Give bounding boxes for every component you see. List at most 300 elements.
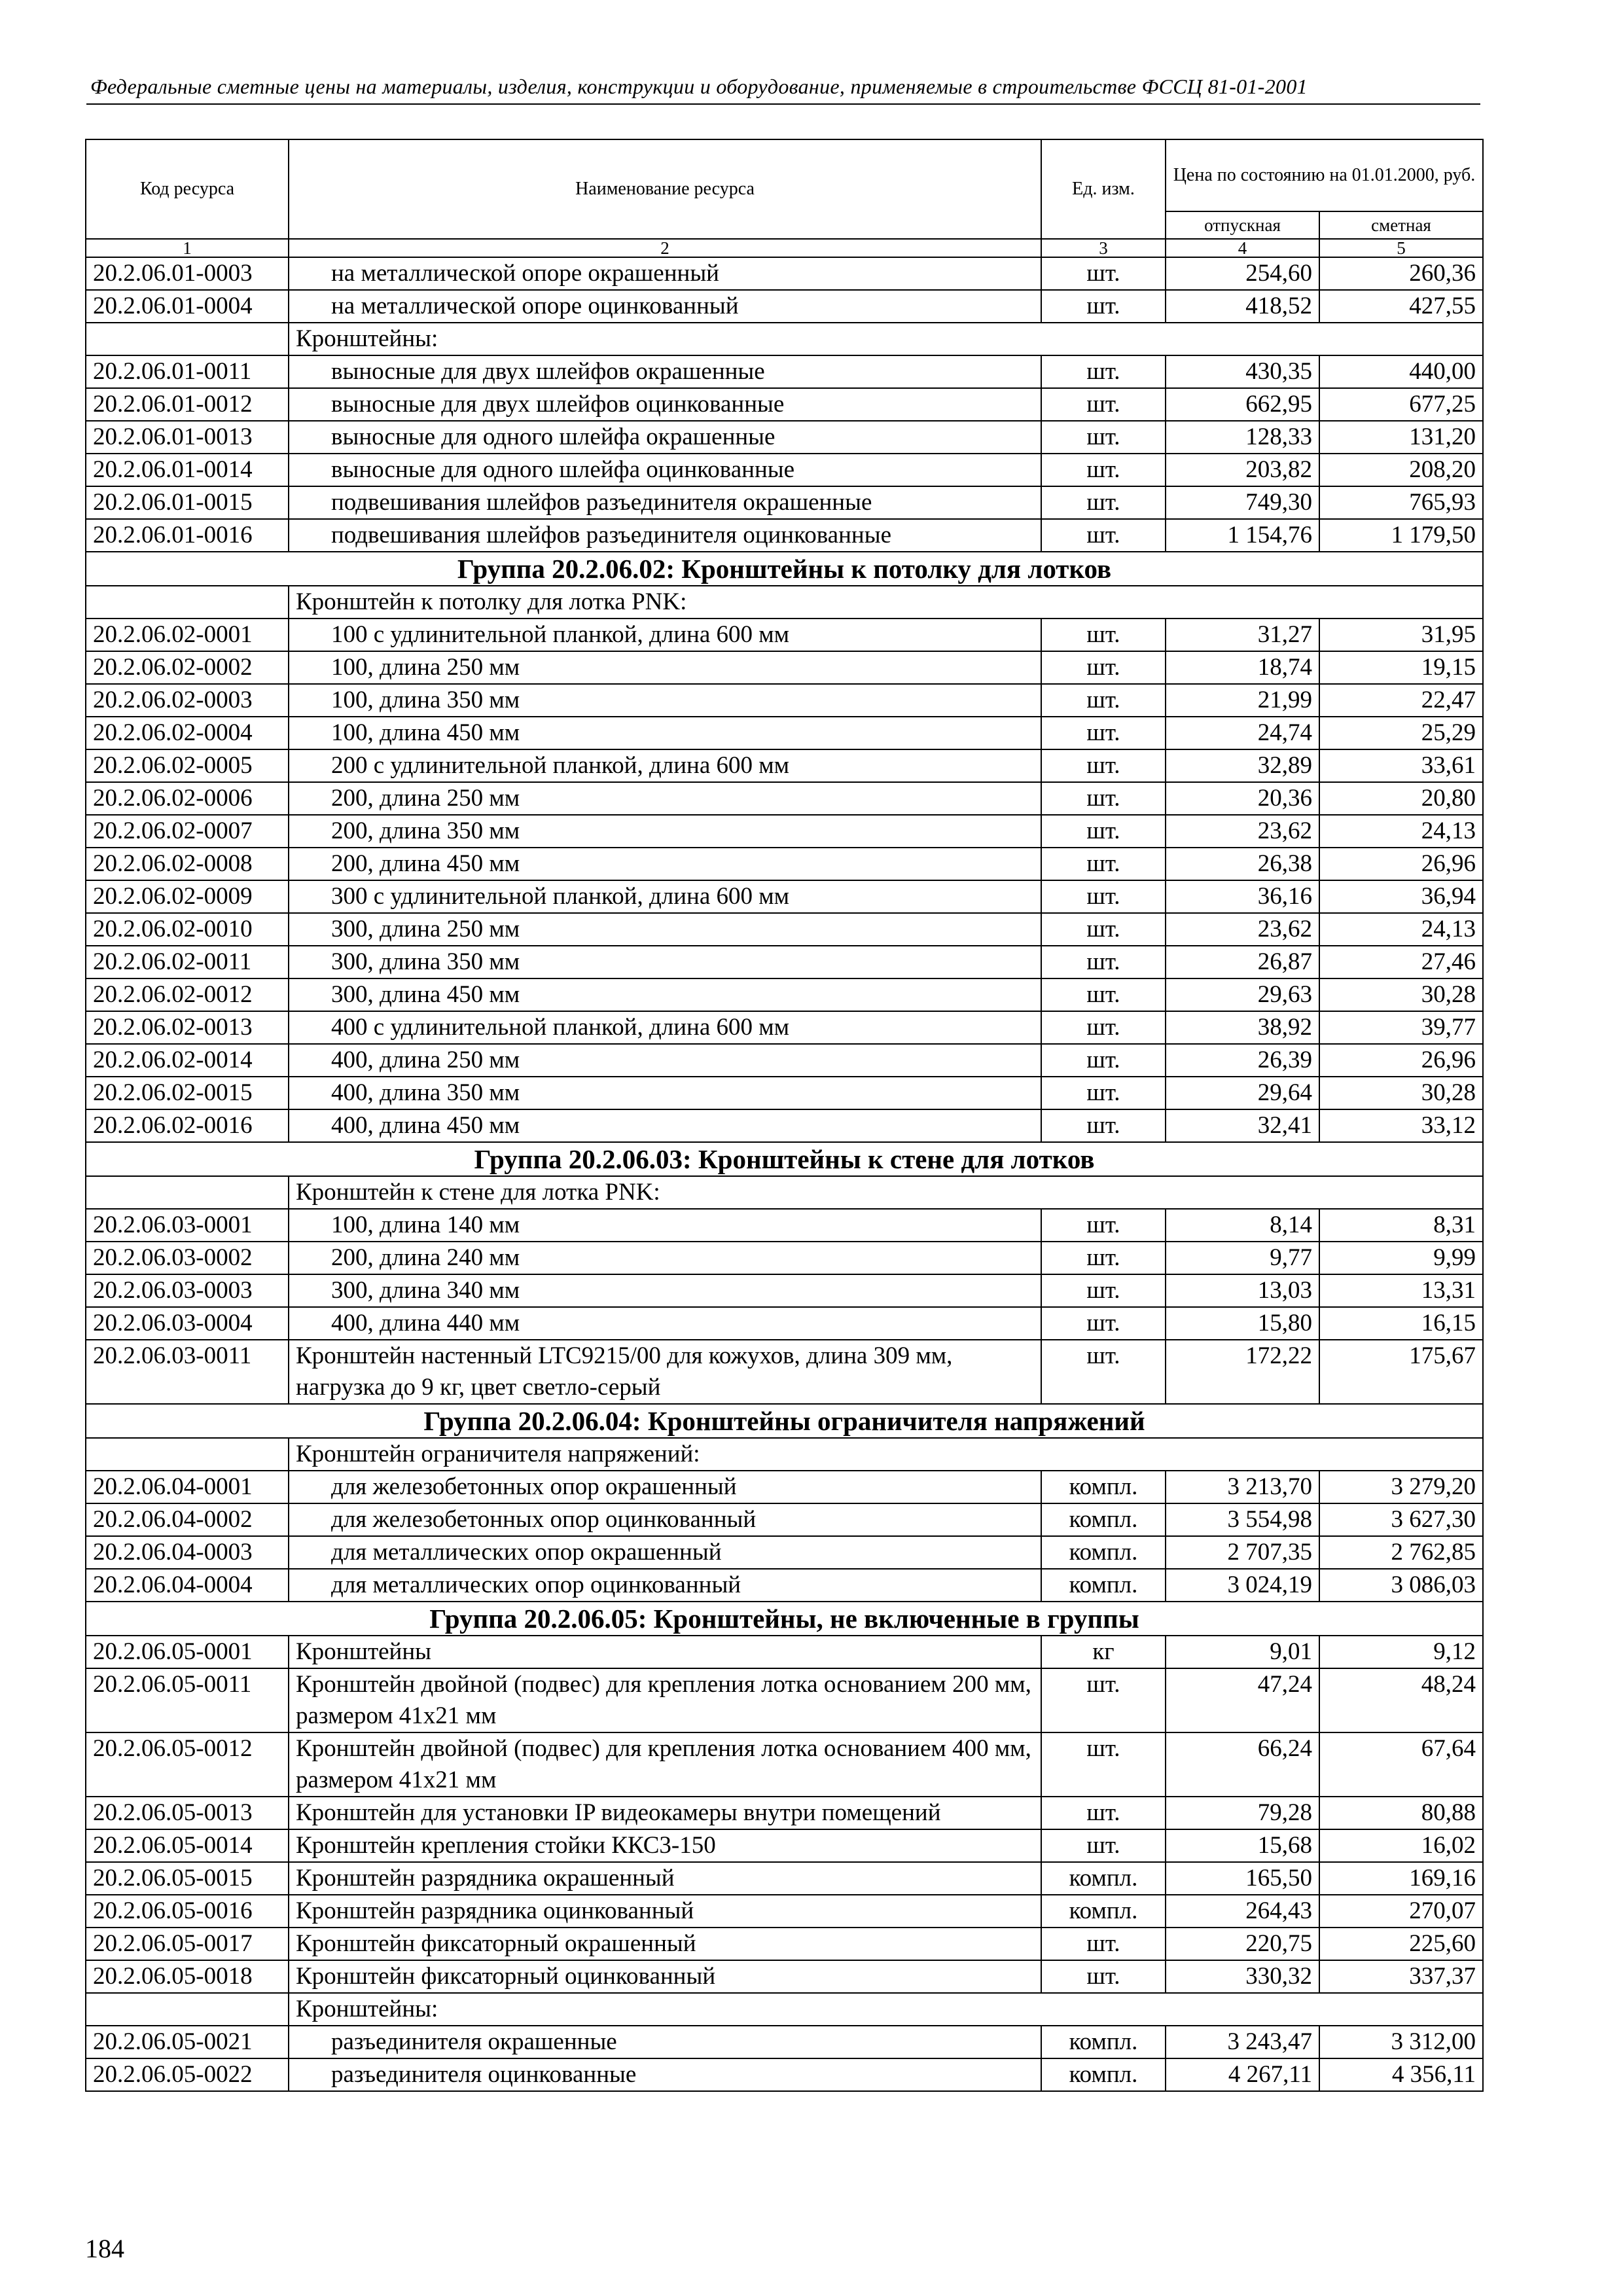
resource-code: 20.2.06.03-0004	[86, 1307, 289, 1340]
table-row	[86, 1471, 1483, 1503]
release-price: 26,39	[1166, 1044, 1319, 1077]
column-header-unit: Ед. изм.	[1041, 139, 1166, 239]
table-row	[86, 1011, 1483, 1044]
resource-code: 20.2.06.02-0001	[86, 619, 289, 651]
resource-code: 20.2.06.02-0009	[86, 880, 289, 913]
estimate-price: 1 179,50	[1319, 519, 1483, 552]
resource-code: 20.2.06.01-0015	[86, 486, 289, 519]
unit: шт.	[1041, 1209, 1166, 1242]
subheading-label: Кронштейн к потолку для лотка PNK:	[289, 586, 1483, 619]
unit: шт.	[1041, 815, 1166, 848]
release-price: 38,92	[1166, 1011, 1319, 1044]
release-price: 66,24	[1166, 1732, 1319, 1797]
unit: шт.	[1041, 257, 1166, 290]
table-row	[86, 519, 1483, 552]
column-number-2: 2	[289, 239, 1041, 257]
estimate-price: 25,29	[1319, 717, 1483, 749]
release-price: 32,89	[1166, 749, 1319, 782]
resource-code: 20.2.06.03-0001	[86, 1209, 289, 1242]
resource-name: 400, длина 440 мм	[289, 1307, 1041, 1340]
release-price: 3 024,19	[1166, 1569, 1319, 1602]
resource-code: 20.2.06.04-0002	[86, 1503, 289, 1536]
unit: шт.	[1041, 1797, 1166, 1829]
resource-name: 300, длина 450 мм	[289, 978, 1041, 1011]
table-row	[86, 651, 1483, 684]
resource-code: 20.2.06.02-0014	[86, 1044, 289, 1077]
subheading-row	[86, 323, 1483, 355]
column-header-estimate: сметная	[1319, 211, 1483, 239]
release-price: 9,01	[1166, 1636, 1319, 1668]
group-title: Группа 20.2.06.02: Кронштейны к потолку для лотков	[86, 552, 1483, 586]
table-row	[86, 257, 1483, 290]
release-price: 29,64	[1166, 1077, 1319, 1109]
estimate-price: 9,12	[1319, 1636, 1483, 1668]
unit: шт.	[1041, 1077, 1166, 1109]
column-number-3: 3	[1041, 239, 1166, 257]
table-row	[86, 978, 1483, 1011]
release-price: 29,63	[1166, 978, 1319, 1011]
column-number-1: 1	[86, 239, 289, 257]
resource-code: 20.2.06.05-0022	[86, 2058, 289, 2091]
release-price: 418,52	[1166, 290, 1319, 323]
resource-name: 400, длина 450 мм	[289, 1109, 1041, 1142]
resource-name: для железобетонных опор окрашенный	[289, 1471, 1041, 1503]
unit: компл.	[1041, 2026, 1166, 2058]
unit: компл.	[1041, 1503, 1166, 1536]
table-body	[86, 257, 1483, 2091]
table-row	[86, 1209, 1483, 1242]
unit: шт.	[1041, 684, 1166, 717]
table-row	[86, 946, 1483, 978]
subheading-row	[86, 1993, 1483, 2026]
release-price: 3 213,70	[1166, 1471, 1319, 1503]
table-row	[86, 1044, 1483, 1077]
resource-name: на металлической опоре оцинкованный	[289, 290, 1041, 323]
unit: шт.	[1041, 619, 1166, 651]
resource-name: для железобетонных опор оцинкованный	[289, 1503, 1041, 1536]
unit: компл.	[1041, 1471, 1166, 1503]
table-header	[86, 139, 1483, 257]
unit: шт.	[1041, 421, 1166, 454]
release-price: 79,28	[1166, 1797, 1319, 1829]
release-price: 47,24	[1166, 1668, 1319, 1732]
release-price: 662,95	[1166, 388, 1319, 421]
resource-code: 20.2.06.02-0006	[86, 782, 289, 815]
table-row	[86, 684, 1483, 717]
resource-name: 100, длина 450 мм	[289, 717, 1041, 749]
unit: шт.	[1041, 1829, 1166, 1862]
estimate-price: 9,99	[1319, 1242, 1483, 1274]
column-number-5: 5	[1319, 239, 1483, 257]
release-price: 749,30	[1166, 486, 1319, 519]
resource-code: 20.2.06.01-0011	[86, 355, 289, 388]
resource-name: выносные для одного шлейфа оцинкованные	[289, 454, 1041, 486]
group-header-row	[86, 1602, 1483, 1636]
unit: кг	[1041, 1636, 1166, 1668]
group-header-row	[86, 1142, 1483, 1176]
estimate-price: 24,13	[1319, 913, 1483, 946]
unit: шт.	[1041, 1928, 1166, 1960]
release-price: 330,32	[1166, 1960, 1319, 1993]
table-row	[86, 782, 1483, 815]
unit: шт.	[1041, 290, 1166, 323]
resource-name: Кронштейн двойной (подвес) для крепления лотка основанием 400 мм, размером 41х21 мм	[289, 1732, 1041, 1797]
estimate-price: 39,77	[1319, 1011, 1483, 1044]
table-row	[86, 1503, 1483, 1536]
table-row	[86, 1928, 1483, 1960]
unit: компл.	[1041, 1895, 1166, 1928]
resource-code: 20.2.06.02-0015	[86, 1077, 289, 1109]
resource-name: Кронштейн фиксаторный оцинкованный	[289, 1960, 1041, 1993]
estimate-price: 67,64	[1319, 1732, 1483, 1797]
table-row	[86, 848, 1483, 880]
running-header: Федеральные сметные цены на материалы, изделия, конструкции и оборудование, применяемые в строительстве ФССЦ 81-01-2001	[90, 75, 1308, 98]
resource-name: разъединителя окрашенные	[289, 2026, 1041, 2058]
empty-cell	[86, 1438, 289, 1471]
table-row	[86, 1895, 1483, 1928]
estimate-price: 4 356,11	[1319, 2058, 1483, 2091]
unit: компл.	[1041, 1536, 1166, 1569]
estimate-price: 169,16	[1319, 1862, 1483, 1895]
table-row	[86, 1862, 1483, 1895]
table-row	[86, 1109, 1483, 1142]
subheading-row	[86, 586, 1483, 619]
column-number-4: 4	[1166, 239, 1319, 257]
table-row	[86, 880, 1483, 913]
resource-name: 400 с удлинительной планкой, длина 600 мм	[289, 1011, 1041, 1044]
unit: шт.	[1041, 1732, 1166, 1797]
resource-code: 20.2.06.01-0016	[86, 519, 289, 552]
estimate-price: 48,24	[1319, 1668, 1483, 1732]
estimate-price: 270,07	[1319, 1895, 1483, 1928]
price-table	[85, 139, 1484, 2092]
table-row	[86, 1732, 1483, 1797]
unit: шт.	[1041, 782, 1166, 815]
estimate-price: 33,12	[1319, 1109, 1483, 1142]
resource-name: Кронштейн для установки IP видеокамеры внутри помещений	[289, 1797, 1041, 1829]
header-rule	[86, 103, 1480, 105]
release-price: 1 154,76	[1166, 519, 1319, 552]
release-price: 3 554,98	[1166, 1503, 1319, 1536]
group-title: Группа 20.2.06.03: Кронштейны к стене для лотков	[86, 1142, 1483, 1176]
group-header-row	[86, 552, 1483, 586]
table-row	[86, 1536, 1483, 1569]
resource-name: для металлических опор окрашенный	[289, 1536, 1041, 1569]
unit: шт.	[1041, 749, 1166, 782]
estimate-price: 26,96	[1319, 848, 1483, 880]
release-price: 264,43	[1166, 1895, 1319, 1928]
release-price: 203,82	[1166, 454, 1319, 486]
resource-code: 20.2.06.05-0011	[86, 1668, 289, 1732]
resource-name: разъединителя оцинкованные	[289, 2058, 1041, 2091]
unit: компл.	[1041, 1569, 1166, 1602]
estimate-price: 765,93	[1319, 486, 1483, 519]
unit: шт.	[1041, 1668, 1166, 1732]
resource-code: 20.2.06.02-0005	[86, 749, 289, 782]
table-row	[86, 815, 1483, 848]
resource-code: 20.2.06.02-0016	[86, 1109, 289, 1142]
subheading-label: Кронштейны:	[289, 1993, 1483, 2026]
estimate-price: 440,00	[1319, 355, 1483, 388]
resource-name: Кронштейн разрядника окрашенный	[289, 1862, 1041, 1895]
release-price: 128,33	[1166, 421, 1319, 454]
table-row	[86, 1829, 1483, 1862]
unit: шт.	[1041, 946, 1166, 978]
resource-code: 20.2.06.01-0003	[86, 257, 289, 290]
table-row	[86, 486, 1483, 519]
resource-name: 400, длина 350 мм	[289, 1077, 1041, 1109]
release-price: 24,74	[1166, 717, 1319, 749]
estimate-price: 16,15	[1319, 1307, 1483, 1340]
resource-code: 20.2.06.04-0004	[86, 1569, 289, 1602]
release-price: 9,77	[1166, 1242, 1319, 1274]
resource-code: 20.2.06.05-0016	[86, 1895, 289, 1928]
resource-code: 20.2.06.03-0011	[86, 1340, 289, 1404]
unit: шт.	[1041, 1044, 1166, 1077]
table-row	[86, 421, 1483, 454]
estimate-price: 13,31	[1319, 1274, 1483, 1307]
unit: шт.	[1041, 519, 1166, 552]
unit: шт.	[1041, 651, 1166, 684]
resource-code: 20.2.06.03-0003	[86, 1274, 289, 1307]
release-price: 3 243,47	[1166, 2026, 1319, 2058]
page-number: 184	[85, 2234, 124, 2263]
table-row	[86, 1077, 1483, 1109]
estimate-price: 427,55	[1319, 290, 1483, 323]
estimate-price: 30,28	[1319, 978, 1483, 1011]
estimate-price: 175,67	[1319, 1340, 1483, 1404]
resource-name: 300, длина 340 мм	[289, 1274, 1041, 1307]
column-header-code: Код ресурса	[86, 139, 289, 239]
estimate-price: 3 086,03	[1319, 1569, 1483, 1602]
unit: шт.	[1041, 454, 1166, 486]
resource-name: 100, длина 140 мм	[289, 1209, 1041, 1242]
group-header-row	[86, 1404, 1483, 1438]
resource-code: 20.2.06.05-0014	[86, 1829, 289, 1862]
unit: шт.	[1041, 486, 1166, 519]
table-row	[86, 1307, 1483, 1340]
estimate-price: 33,61	[1319, 749, 1483, 782]
release-price: 172,22	[1166, 1340, 1319, 1404]
resource-code: 20.2.06.04-0003	[86, 1536, 289, 1569]
estimate-price: 208,20	[1319, 454, 1483, 486]
resource-code: 20.2.06.05-0001	[86, 1636, 289, 1668]
table-row	[86, 749, 1483, 782]
unit: шт.	[1041, 913, 1166, 946]
release-price: 20,36	[1166, 782, 1319, 815]
resource-name: 200, длина 240 мм	[289, 1242, 1041, 1274]
table-row	[86, 1668, 1483, 1732]
estimate-price: 20,80	[1319, 782, 1483, 815]
estimate-price: 3 627,30	[1319, 1503, 1483, 1536]
resource-name: 200 с удлинительной планкой, длина 600 мм	[289, 749, 1041, 782]
table-row	[86, 913, 1483, 946]
unit: шт.	[1041, 1011, 1166, 1044]
unit: шт.	[1041, 717, 1166, 749]
resource-name: выносные для одного шлейфа окрашенные	[289, 421, 1041, 454]
unit: шт.	[1041, 1307, 1166, 1340]
resource-code: 20.2.06.02-0012	[86, 978, 289, 1011]
table-row	[86, 290, 1483, 323]
estimate-price: 337,37	[1319, 1960, 1483, 1993]
resource-name: 200, длина 450 мм	[289, 848, 1041, 880]
resource-code: 20.2.06.02-0007	[86, 815, 289, 848]
unit: шт.	[1041, 1242, 1166, 1274]
group-title: Группа 20.2.06.05: Кронштейны, не включенные в группы	[86, 1602, 1483, 1636]
resource-code: 20.2.06.05-0013	[86, 1797, 289, 1829]
unit: шт.	[1041, 355, 1166, 388]
group-title: Группа 20.2.06.04: Кронштейны ограничителя напряжений	[86, 1404, 1483, 1438]
unit: шт.	[1041, 1109, 1166, 1142]
resource-code: 20.2.06.02-0003	[86, 684, 289, 717]
release-price: 4 267,11	[1166, 2058, 1319, 2091]
resource-name: 300, длина 350 мм	[289, 946, 1041, 978]
estimate-price: 26,96	[1319, 1044, 1483, 1077]
resource-name: Кронштейны	[289, 1636, 1041, 1668]
resource-name: Кронштейн настенный LTC9215/00 для кожухов, длина 309 мм, нагрузка до 9 кг, цвет светло-серый	[289, 1340, 1041, 1404]
table-row	[86, 1636, 1483, 1668]
table-row	[86, 454, 1483, 486]
subheading-label: Кронштейны:	[289, 323, 1483, 355]
release-price: 430,35	[1166, 355, 1319, 388]
resource-code: 20.2.06.02-0002	[86, 651, 289, 684]
estimate-price: 16,02	[1319, 1829, 1483, 1862]
release-price: 23,62	[1166, 913, 1319, 946]
empty-cell	[86, 1176, 289, 1209]
estimate-price: 3 312,00	[1319, 2026, 1483, 2058]
resource-name: Кронштейн фиксаторный окрашенный	[289, 1928, 1041, 1960]
release-price: 220,75	[1166, 1928, 1319, 1960]
release-price: 26,38	[1166, 848, 1319, 880]
release-price: 26,87	[1166, 946, 1319, 978]
table-row	[86, 1960, 1483, 1993]
resource-name: Кронштейн крепления стойки ККС3-150	[289, 1829, 1041, 1862]
column-header-release: отпускная	[1166, 211, 1319, 239]
resource-name: 300 с удлинительной планкой, длина 600 мм	[289, 880, 1041, 913]
resource-code: 20.2.06.05-0012	[86, 1732, 289, 1797]
resource-name: 200, длина 250 мм	[289, 782, 1041, 815]
resource-name: 300, длина 250 мм	[289, 913, 1041, 946]
release-price: 8,14	[1166, 1209, 1319, 1242]
unit: компл.	[1041, 2058, 1166, 2091]
estimate-price: 131,20	[1319, 421, 1483, 454]
resource-code: 20.2.06.01-0012	[86, 388, 289, 421]
resource-code: 20.2.06.03-0002	[86, 1242, 289, 1274]
resource-code: 20.2.06.05-0017	[86, 1928, 289, 1960]
resource-code: 20.2.06.02-0013	[86, 1011, 289, 1044]
release-price: 2 707,35	[1166, 1536, 1319, 1569]
estimate-price: 260,36	[1319, 257, 1483, 290]
release-price: 254,60	[1166, 257, 1319, 290]
resource-name: подвешивания шлейфов разъединителя оцинкованные	[289, 519, 1041, 552]
resource-code: 20.2.06.02-0010	[86, 913, 289, 946]
release-price: 15,68	[1166, 1829, 1319, 1862]
release-price: 15,80	[1166, 1307, 1319, 1340]
resource-code: 20.2.06.05-0021	[86, 2026, 289, 2058]
subheading-label: Кронштейн к стене для лотка PNK:	[289, 1176, 1483, 1209]
resource-code: 20.2.06.01-0004	[86, 290, 289, 323]
table-row	[86, 1569, 1483, 1602]
empty-cell	[86, 323, 289, 355]
empty-cell	[86, 586, 289, 619]
table-row	[86, 717, 1483, 749]
subheading-row	[86, 1438, 1483, 1471]
table-row	[86, 1797, 1483, 1829]
unit: шт.	[1041, 978, 1166, 1011]
release-price: 21,99	[1166, 684, 1319, 717]
estimate-price: 30,28	[1319, 1077, 1483, 1109]
table-row	[86, 619, 1483, 651]
unit: шт.	[1041, 880, 1166, 913]
estimate-price: 31,95	[1319, 619, 1483, 651]
resource-name: выносные для двух шлейфов окрашенные	[289, 355, 1041, 388]
estimate-price: 3 279,20	[1319, 1471, 1483, 1503]
release-price: 13,03	[1166, 1274, 1319, 1307]
resource-code: 20.2.06.02-0004	[86, 717, 289, 749]
column-header-price: Цена по состоянию на 01.01.2000, руб.	[1166, 139, 1483, 211]
table-row	[86, 388, 1483, 421]
table-row	[86, 2058, 1483, 2091]
estimate-price: 225,60	[1319, 1928, 1483, 1960]
estimate-price: 36,94	[1319, 880, 1483, 913]
release-price: 36,16	[1166, 880, 1319, 913]
resource-name: 200, длина 350 мм	[289, 815, 1041, 848]
unit: шт.	[1041, 848, 1166, 880]
unit: шт.	[1041, 1960, 1166, 1993]
resource-name: для металлических опор оцинкованный	[289, 1569, 1041, 1602]
resource-name: 100, длина 250 мм	[289, 651, 1041, 684]
release-price: 165,50	[1166, 1862, 1319, 1895]
resource-name: 100 с удлинительной планкой, длина 600 мм	[289, 619, 1041, 651]
resource-name: на металлической опоре окрашенный	[289, 257, 1041, 290]
unit: шт.	[1041, 388, 1166, 421]
resource-code: 20.2.06.02-0011	[86, 946, 289, 978]
resource-code: 20.2.06.04-0001	[86, 1471, 289, 1503]
estimate-price: 8,31	[1319, 1209, 1483, 1242]
resource-name: 400, длина 250 мм	[289, 1044, 1041, 1077]
resource-code: 20.2.06.01-0014	[86, 454, 289, 486]
resource-code: 20.2.06.01-0013	[86, 421, 289, 454]
empty-cell	[86, 1993, 289, 2026]
unit: шт.	[1041, 1340, 1166, 1404]
release-price: 23,62	[1166, 815, 1319, 848]
table-row	[86, 1274, 1483, 1307]
estimate-price: 677,25	[1319, 388, 1483, 421]
resource-name: подвешивания шлейфов разъединителя окрашенные	[289, 486, 1041, 519]
table-row	[86, 2026, 1483, 2058]
column-header-name: Наименование ресурса	[289, 139, 1041, 239]
subheading-label: Кронштейн ограничителя напряжений:	[289, 1438, 1483, 1471]
resource-name: Кронштейн разрядника оцинкованный	[289, 1895, 1041, 1928]
estimate-price: 24,13	[1319, 815, 1483, 848]
resource-name: 100, длина 350 мм	[289, 684, 1041, 717]
resource-name: выносные для двух шлейфов оцинкованные	[289, 388, 1041, 421]
estimate-price: 2 762,85	[1319, 1536, 1483, 1569]
table-row	[86, 1340, 1483, 1404]
estimate-price: 22,47	[1319, 684, 1483, 717]
table-row	[86, 355, 1483, 388]
resource-code: 20.2.06.05-0018	[86, 1960, 289, 1993]
resource-code: 20.2.06.05-0015	[86, 1862, 289, 1895]
estimate-price: 19,15	[1319, 651, 1483, 684]
unit: шт.	[1041, 1274, 1166, 1307]
release-price: 31,27	[1166, 619, 1319, 651]
release-price: 18,74	[1166, 651, 1319, 684]
subheading-row	[86, 1176, 1483, 1209]
resource-code: 20.2.06.02-0008	[86, 848, 289, 880]
unit: компл.	[1041, 1862, 1166, 1895]
release-price: 32,41	[1166, 1109, 1319, 1142]
